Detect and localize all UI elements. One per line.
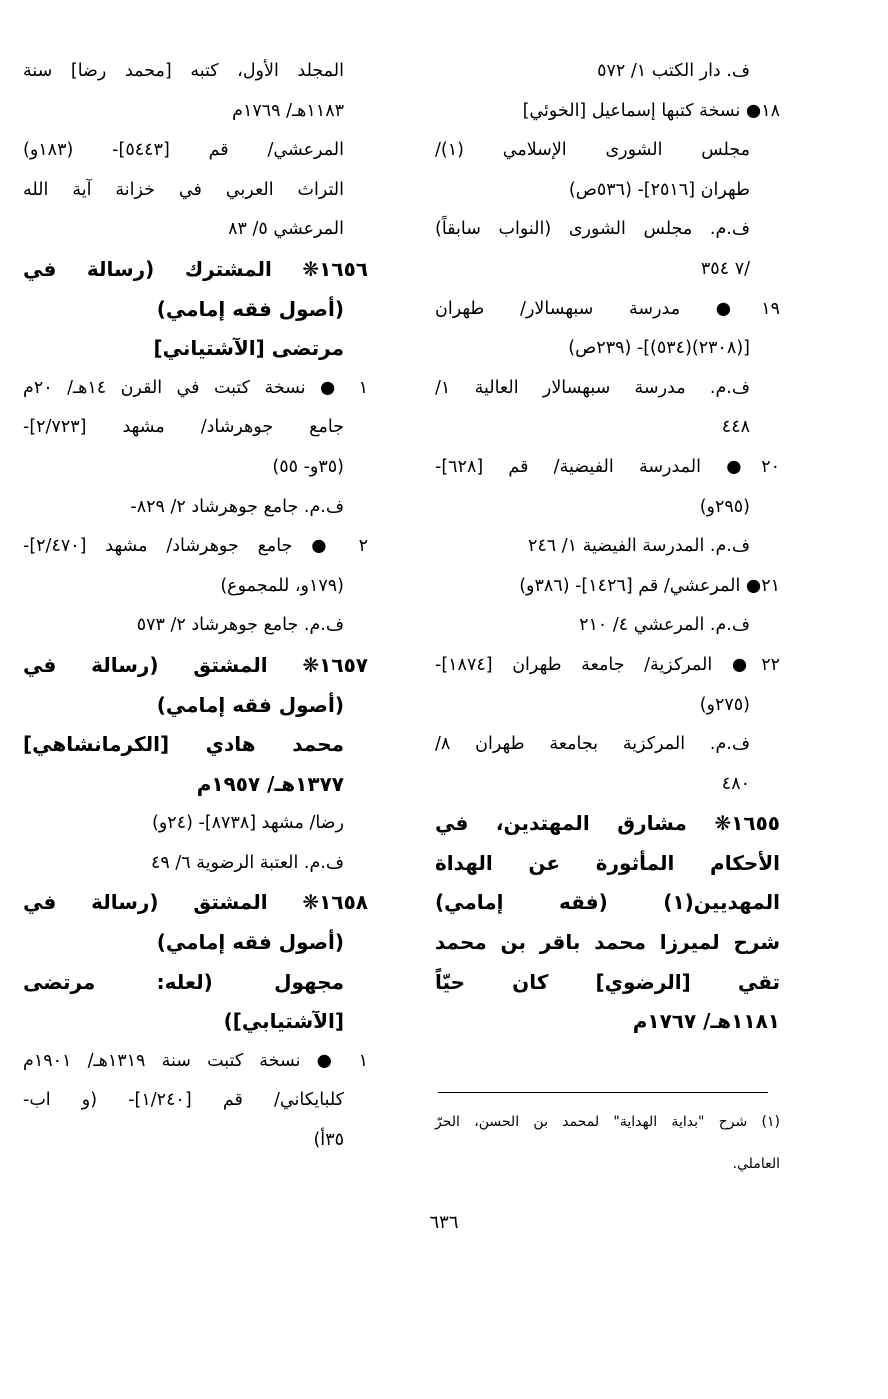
text-line: ١٩● مدرسة سبهسالار/ طهران [435, 298, 780, 319]
text-line: ١٦٥٧❋ المشتق (رسالة في [23, 652, 368, 677]
text-line: جامع جوهرشاد/ مشهد [٢/٧٢٣]- [23, 417, 344, 438]
text-line: ١٨● نسخة كتبها إسماعيل [الخوئي] [522, 100, 780, 121]
text-line: (أصول فقه إمامي) [156, 930, 344, 955]
text-line: [الآشتيابي]) [223, 1009, 344, 1034]
text-line: طهران [٢٥١٦]- (٥٣٦ص) [568, 179, 750, 200]
text-line: رضا/ مشهد [٨٧٣٨]- (٢٤و) [152, 813, 344, 834]
text-line: مجهول (لعله: مرتضى [23, 969, 344, 994]
text-line: ١٣٧٧هـ/ ١٩٥٧م [196, 771, 344, 796]
text-line: المجلد الأول، كتبه [محمد رضا] سنة [23, 61, 344, 81]
text-line: المرعشي/ قم [٥٤٤٣]- (١٨٣و) [23, 140, 344, 161]
text-line: مرتضى [الآشتياني] [153, 336, 344, 361]
text-line: ٢١● المرعشي/ قم [١٤٢٦]- (٣٨٦و) [519, 575, 780, 596]
text-line: (أصول فقه إمامي) [156, 692, 344, 717]
text-line: ٢٢● المركزية/ جامعة طهران [١٨٧٤]- [435, 654, 780, 675]
page-number: ٦٣٦ [429, 1212, 459, 1233]
text-line: محمد هادي [الكرمانشاهي] [23, 732, 344, 757]
text-line: ف.م. المرعشي ٤/ ٢١٠ [579, 615, 750, 636]
text-line: /٧ ٣٥٤ [700, 258, 750, 279]
footnote-line-1: (١) شرح "بداية الهداية" لمحمد بن الحسن، الحرّ [435, 1114, 780, 1130]
text-line: ف.م. جامع جوهرشاد ٢/ ٨٢٩- [130, 496, 344, 517]
text-line: ١١٨١هـ/ ١٧٦٧م [632, 1009, 780, 1034]
text-line: ف.م. المركزية بجامعة طهران ٨/ [435, 734, 750, 755]
text-line: تقي [الرضوي] كان حيّاً [435, 969, 780, 994]
text-line: شرح لميرزا محمد باقر بن محمد [435, 930, 780, 955]
text-line: ف.م. جامع جوهرشاد ٢/ ٥٧٣ [136, 615, 344, 636]
text-line: ف.م. مدرسة سبهسالار العالية ١/ [435, 377, 750, 398]
text-line: ٤٤٨ [721, 417, 750, 438]
text-line: المهديين(١) (فقه إمامي) [435, 890, 780, 915]
text-line: ف.م. المدرسة الفيضية ١/ ٢٤٦ [527, 536, 750, 557]
text-line: كلبايكاني/ قم [١/٢٤٠]- (و اب- [23, 1090, 344, 1111]
text-line: مجلس الشورى الإسلامي (١)/ [435, 140, 750, 161]
text-line: [(٢٣٠٨)(٥٣٤)]- (٢٣٩ص) [568, 338, 750, 359]
text-line: الأحكام المأثورة عن الهداة [435, 850, 780, 875]
text-line: التراث العربي في خزانة آية الله [23, 179, 344, 200]
text-line: المرعشي ٥/ ٨٣ [228, 219, 344, 240]
text-line: ف. دار الكتب ١/ ٥٧٢ [597, 61, 750, 81]
text-line: ١ ● نسخة كتبت سنة ١٣١٩هـ/ ١٩٠١م [23, 1050, 368, 1071]
text-line: ١ ● نسخة كتبت في القرن ١٤هـ/ ٢٠م [23, 377, 368, 398]
text-line: ف.م. العتبة الرضوية ٦/ ٤٩ [150, 852, 344, 873]
text-line: (أصول فقه إمامي) [156, 296, 344, 321]
text-line: ١٦٥٦❋ المشترك (رسالة في [23, 256, 368, 281]
footnote-separator [438, 1092, 768, 1093]
text-line: (٢٩٥و) [699, 496, 750, 517]
left-column [23, 52, 368, 1161]
text-line: (١٧٩و، للمجموع) [220, 575, 344, 596]
text-line: ٤٨٠ [721, 773, 750, 794]
footnote-line-2: العاملي. [732, 1156, 780, 1172]
text-line: ١١٨٣هـ/ ١٧٦٩م [232, 100, 344, 121]
right-column [435, 52, 780, 1042]
text-line: ١٦٥٨❋ المشتق (رسالة في [23, 890, 368, 915]
text-line: ف.م. مجلس الشورى (النواب سابقاً) [435, 219, 750, 240]
text-line: ٣٥أ) [313, 1130, 344, 1151]
text-line: ٢٠● المدرسة الفيضية/ قم [٦٢٨]- [435, 456, 780, 477]
text-line: ٢ ● جامع جوهرشاد/ مشهد [٢/٤٧٠]- [23, 536, 368, 557]
text-line: (٣٥و- ٥٥) [272, 456, 344, 477]
text-line: (٢٧٥و) [699, 694, 750, 715]
text-line: ١٦٥٥❋ مشارق المهتدين، في [435, 811, 780, 836]
